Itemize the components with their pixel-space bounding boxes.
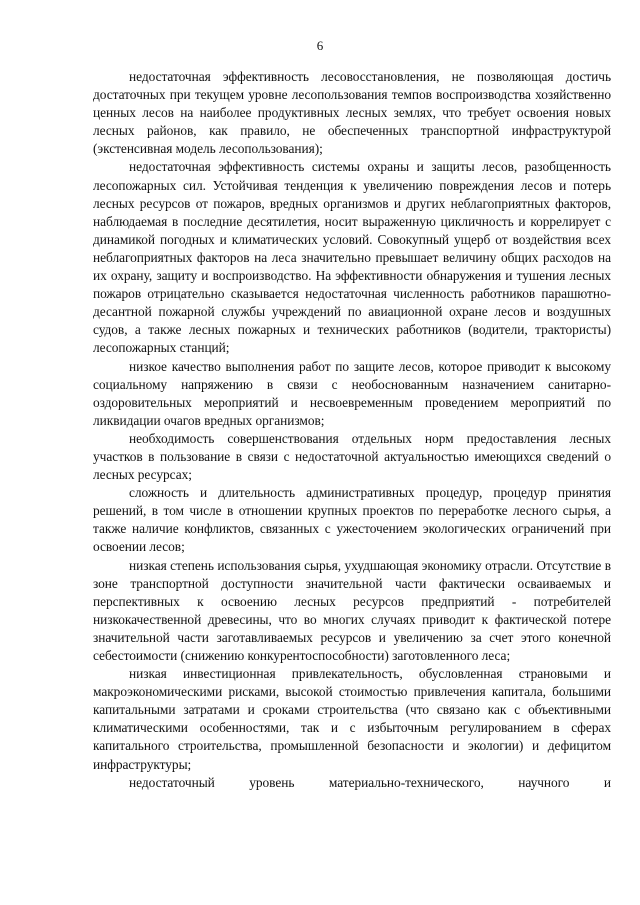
document-body bbox=[93, 68, 611, 792]
paragraph-administrative-procedures: сложность и длительность административных процедур, процедур принятия решений, в том числе в отношении крупных проектов по переработке лесного сырья, а также наличие конфликтов, связанных с ужесточением экологических ограничений при освоении лесов; bbox=[93, 485, 611, 555]
paragraph-protection-quality: низкое качество выполнения работ по защите лесов, которое приводит к высокому социальному напряжению в связи с необоснованным назначением санитарно-оздоровительных мероприятий и несвоевременным проведением мероприятий по ликвидации очагов вредных организмов; bbox=[93, 358, 611, 428]
paragraph-investment-attractiveness: низкая инвестиционная привлекательность, обусловленная страновыми и макроэкономическими рисками, высокой стоимостью привлечения капитала, большими капитальными затратами и сроками строительства (что связано как с объективными климатическими особенностями, так и с избыточным регулированием в сферах капитального строительства, промышленной безопасности и экологии) и дефицитом инфраструктуры; bbox=[93, 666, 611, 772]
paragraph-forest-protection: недостаточная эффективность системы охраны и защиты лесов, разобщенность лесопожарных сил. Устойчивая тенденция к увеличению повреждения лесов и потерь лесных ресурсов от пожаров, вредных организмов и других неблагоприятных факторов, наблюдаемая в последние десятилетия, носит выраженную цикличность и коррелирует с динамикой погодных и климатических условий. Совокупный ущерб от воздействия всех неблагоприятных факторов на леса значительно превышает величину общих расходов на их охрану, защиту и воспроизводство. На эффективности обнаружения и тушения лесных пожаров отрицательно сказывается недостаточная численность работников парашютно-десантной пожарной службы учреждений по авиационной охране лесов и воздушных судов, а также лесных пожарных и технических работников (водители, трактористы) лесопожарных станций; bbox=[93, 159, 611, 356]
paragraph-reforestation: недостаточная эффективность лесовосстановления, не позволяющая достичь достаточных при текущем уровне лесопользования темпов воспроизводства хозяйственно ценных лесов на наиболее продуктивных лесных землях, что требует освоения новых лесных районов, как правило, не обеспеченных транспортной инфраструктурой (экстенсивная модель лесопользования); bbox=[93, 69, 611, 157]
paragraph-raw-material-use: низкая степень использования сырья, ухудшающая экономику отрасли. Отсутствие в зоне транспортной доступности значительной части фактически осваиваемых и перспективных к освоению лесных ресурсов предприятий - потребителей низкокачественной древесины, что во многих случаях приводит к фактической потере значительной части заготавливаемых ресурсов и увеличению за счет этого конечной себестоимости (снижению конкурентоспособности) заготовленного леса; bbox=[93, 557, 611, 663]
page-number: 6 bbox=[316, 38, 324, 53]
paragraph-technical-level: недостаточный уровень материально-технического, научного и bbox=[129, 774, 611, 790]
paragraph-land-use-norms: необходимость совершенствования отдельных норм предоставления лесных участков в пользование в связи с недостаточной актуальностью имеющихся сведений о лесных ресурсах; bbox=[93, 430, 611, 483]
